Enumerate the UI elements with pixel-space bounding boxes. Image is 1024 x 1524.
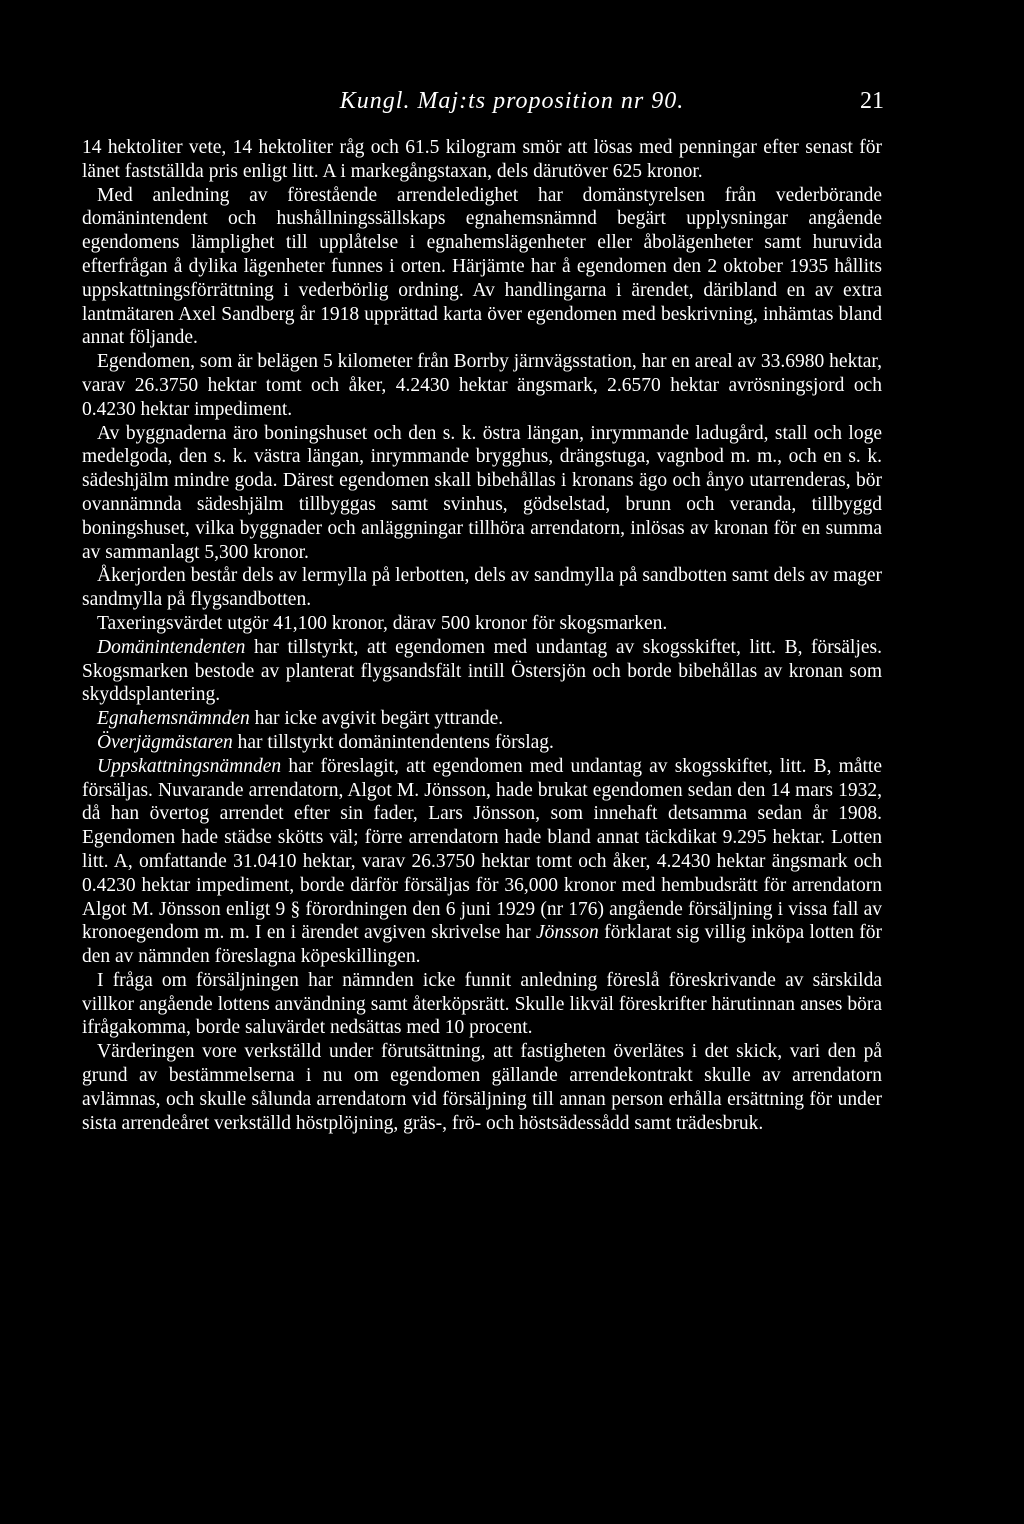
document-body: [82, 136, 882, 1135]
paragraph: Taxeringsvärdet utgör 41,100 kronor, därav 500 kronor för skogsmarken.: [97, 612, 668, 634]
paragraph: Egendomen, som är belägen 5 kilometer från Borrby järnvägsstation, har en areal av 33.6980 hektar, varav 26.3750 hektar tomt och åker, 4.2430 hektar ängsmark, 2.6570 hektar avrösningsjord och 0.4230 hektar impediment.: [82, 351, 882, 420]
paragraph: I fråga om försäljningen har nämnden icke funnit anledning föreslå föreskrivande av särskilda villkor angående lottens användning samt återköpsrätt. Skulle likväl föreskrifter härutinnan anses böra ifrågakomma, borde saluvärdet nedsättas med 10 procent.: [82, 969, 882, 1039]
paragraph: Domänintendenten har tillstyrkt, att egendomen med undantag av skogsskiftet, litt. B, försäljes. Skogsmarken bestode av planterat flygsandsfält intill Östersjön och borde bibehållas av kronan som skyddsplantering.: [82, 636, 882, 706]
header-title: Kungl. Maj:ts proposition nr 90.: [339, 88, 685, 114]
paragraph: Egnahemsnämnden har icke avgivit begärt yttrande.: [97, 708, 504, 730]
page-header: [0, 88, 1024, 118]
paragraph: 14 hektoliter vete, 14 hektoliter råg och 61.5 kilogram smör att lösas med penningar efter senast för länet fastställda pris enligt litt. A i markegångstaxan, dels därutöver 625 kronor.: [82, 137, 882, 182]
paragraph: Värderingen vore verkställd under förutsättning, att fastigheten överlätes i det skick, vari den på grund av bestämmelserna i nu om egendomen gällande arrendekontrakt skulle av arrendatorn avlämnas, och skulle sålunda arrendatorn vid försäljning till annan person erhålla ersättning för under sista arrendeåret verkställd höstplöjning, gräs-, frö- och höstsädessådd samt trädesbruk.: [82, 1041, 882, 1134]
paragraph: Med anledning av förestående arrendeledighet har domänstyrelsen från vederbörande domänintendent och hushållningssällskaps egnahemsnämnd begärt upplysningar angående egendomens lämplighet till upplåtelse i egnahemslägenheter eller åbolägenheter samt huruvida efterfrågan å dylika lägenheter funnes i orten. Härjämte har å egendomen den 2 oktober 1935 hållits uppskattningsförrättning i vederbörlig ordning. Av handlingarna i ärendet, däribland en av extra lantmätaren Axel Sandberg år 1918 upprättad karta över egendomen med beskrivning, inhämtas bland annat följande.: [82, 184, 882, 349]
paragraph: Uppskattningsnämnden har föreslagit, att egendomen med undantag av skogsskiftet, litt. B, måtte försäljas. Nuvarande arrendatorn, Algot M. Jönsson, hade brukat egendomen sedan den 14 mars 1932, då han övertog arrendet efter sin fader, Lars Jönsson, som innehaft detsamma sedan år 1908. Egendomen hade städse skötts väl; förre arrendatorn hade bland annat täckdikat 9.295 hektar. Lotten litt. A, omfattande 31.0410 hektar, varav 26.3750 hektar tomt och åker, 4.2430 hektar ängsmark och 0.4230 hektar impediment, borde därför försäljas för 36,000 kronor med hembudsrätt för arrendatorn Algot M. Jönsson enligt 9 § förordningen den 6 juni 1929 (nr 176) angående försäljning i vissa fall av kronoegendom m. m. I en i ärendet avgiven skrivelse har Jönsson förklarat sig villig inköpa lotten för den av nämnden föreslagna köpeskillingen.: [82, 755, 882, 968]
page-number: 21: [860, 88, 884, 114]
paragraph: Av byggnaderna äro boningshuset och den s. k. östra längan, inrymmande ladugård, stall och loge medelgoda, den s. k. västra längan, inrymmande brygghus, drängstuga, vagnbod m. m., och en s. k. sädeshjälm mindre goda. Därest egendomen skall bibehållas i kronans ägo och ånyo utarrenderas, bör ovannämnda sädeshjälm tillbyggas samt svinhus, gödselstad, brunn och veranda, tillbyggd boningshuset, vilka byggnader och anläggningar tillhöra arrendatorn, inlösas av kronan för en summa av sammanlagt 5,300 kronor.: [82, 422, 882, 563]
paragraph: Åkerjorden består dels av lermylla på lerbotten, dels av sandmylla på sandbotten samt dels av mager sandmylla på flygsandbotten.: [82, 565, 882, 611]
paragraph: Överjägmästaren har tillstyrkt domänintendentens förslag.: [97, 731, 554, 753]
